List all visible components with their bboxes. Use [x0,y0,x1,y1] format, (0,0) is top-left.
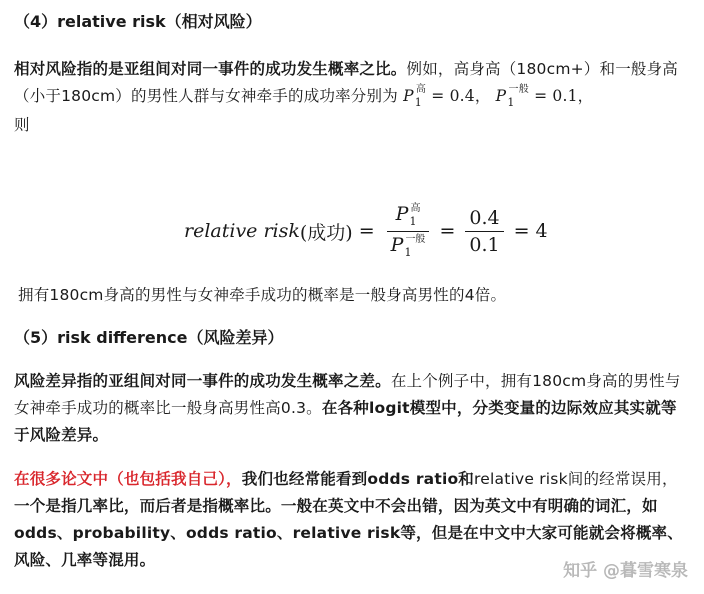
section5-definition [14,368,690,449]
frac2-num: 0.4 [469,206,500,229]
relative-risk-formula [184,196,548,266]
section5-def-bold: 风险差异指的亚组间对同一事件的成功发生概率之差。 [14,372,391,390]
formula-eq-2: = [439,220,456,242]
formula-arg: (成功) [299,221,353,244]
zhihu-watermark: 知乎 @暮雪寒泉 [563,561,688,581]
section5-heading: （5）risk difference（风险差异） [14,328,284,347]
formula-lhs: relative risk [184,220,300,242]
section5-def-bold2: 在各种logit模型中，分类变量的边际效应其实就等于风险差异。 [14,399,677,444]
section4-def-bold: 相对风险指的是亚组间对同一事件的成功发生概率之比。 [14,60,407,78]
note-bold2: 一个是指几率比，而后者是指概率比。一般在英文中不会出错，因为英文中有明确的词汇，如odds、probability、odds ratio、relative risk等，但是在中文中大家可能就会将概率、风险、几率等混用。 [14,497,683,569]
section4-def-rest: 例如，高身高（180cm+）和一般身高（小于180cm）的男性人群与女神牵手的成功率分别为 [14,60,679,105]
math-p-avg: $P_1^{一般}$ [495,84,529,109]
section4-then: 则 [14,116,30,134]
note-red: 在很多论文中（也包括我自己）， [14,470,242,488]
math-eq-avg: = 0.1 [534,87,578,105]
math-end: ， [577,87,594,105]
math-p-tall: $P_1^高$ [403,84,427,109]
note-normal: relative risk间的经常误用， [474,470,678,488]
frac-num: $P_1^高$ [395,202,421,228]
fraction-probabilities [387,201,430,262]
formula-result: = 4 [513,220,548,242]
section5-def-rest: 在上个例子中，拥有180cm身高的男性与女神牵手成功的概率比一般身高男性高0.3。 [14,372,681,417]
frac2-den: 0.1 [469,233,500,256]
formula-eq: = [358,220,375,242]
section4-conclusion: 拥有180cm身高的男性与女神牵手成功的概率是一般身高男性的4倍。 [18,286,507,304]
math-eq-tall: = 0.4 [431,87,475,105]
section4-heading: （4）relative risk（相对风险） [14,12,262,31]
math-sep: ， [474,87,491,105]
fraction-values [465,205,503,258]
section4-definition [14,56,690,139]
frac-den: $P_1^{一般}$ [390,233,426,259]
note-bold: 我们也经常能看到odds ratio和 [241,470,475,488]
